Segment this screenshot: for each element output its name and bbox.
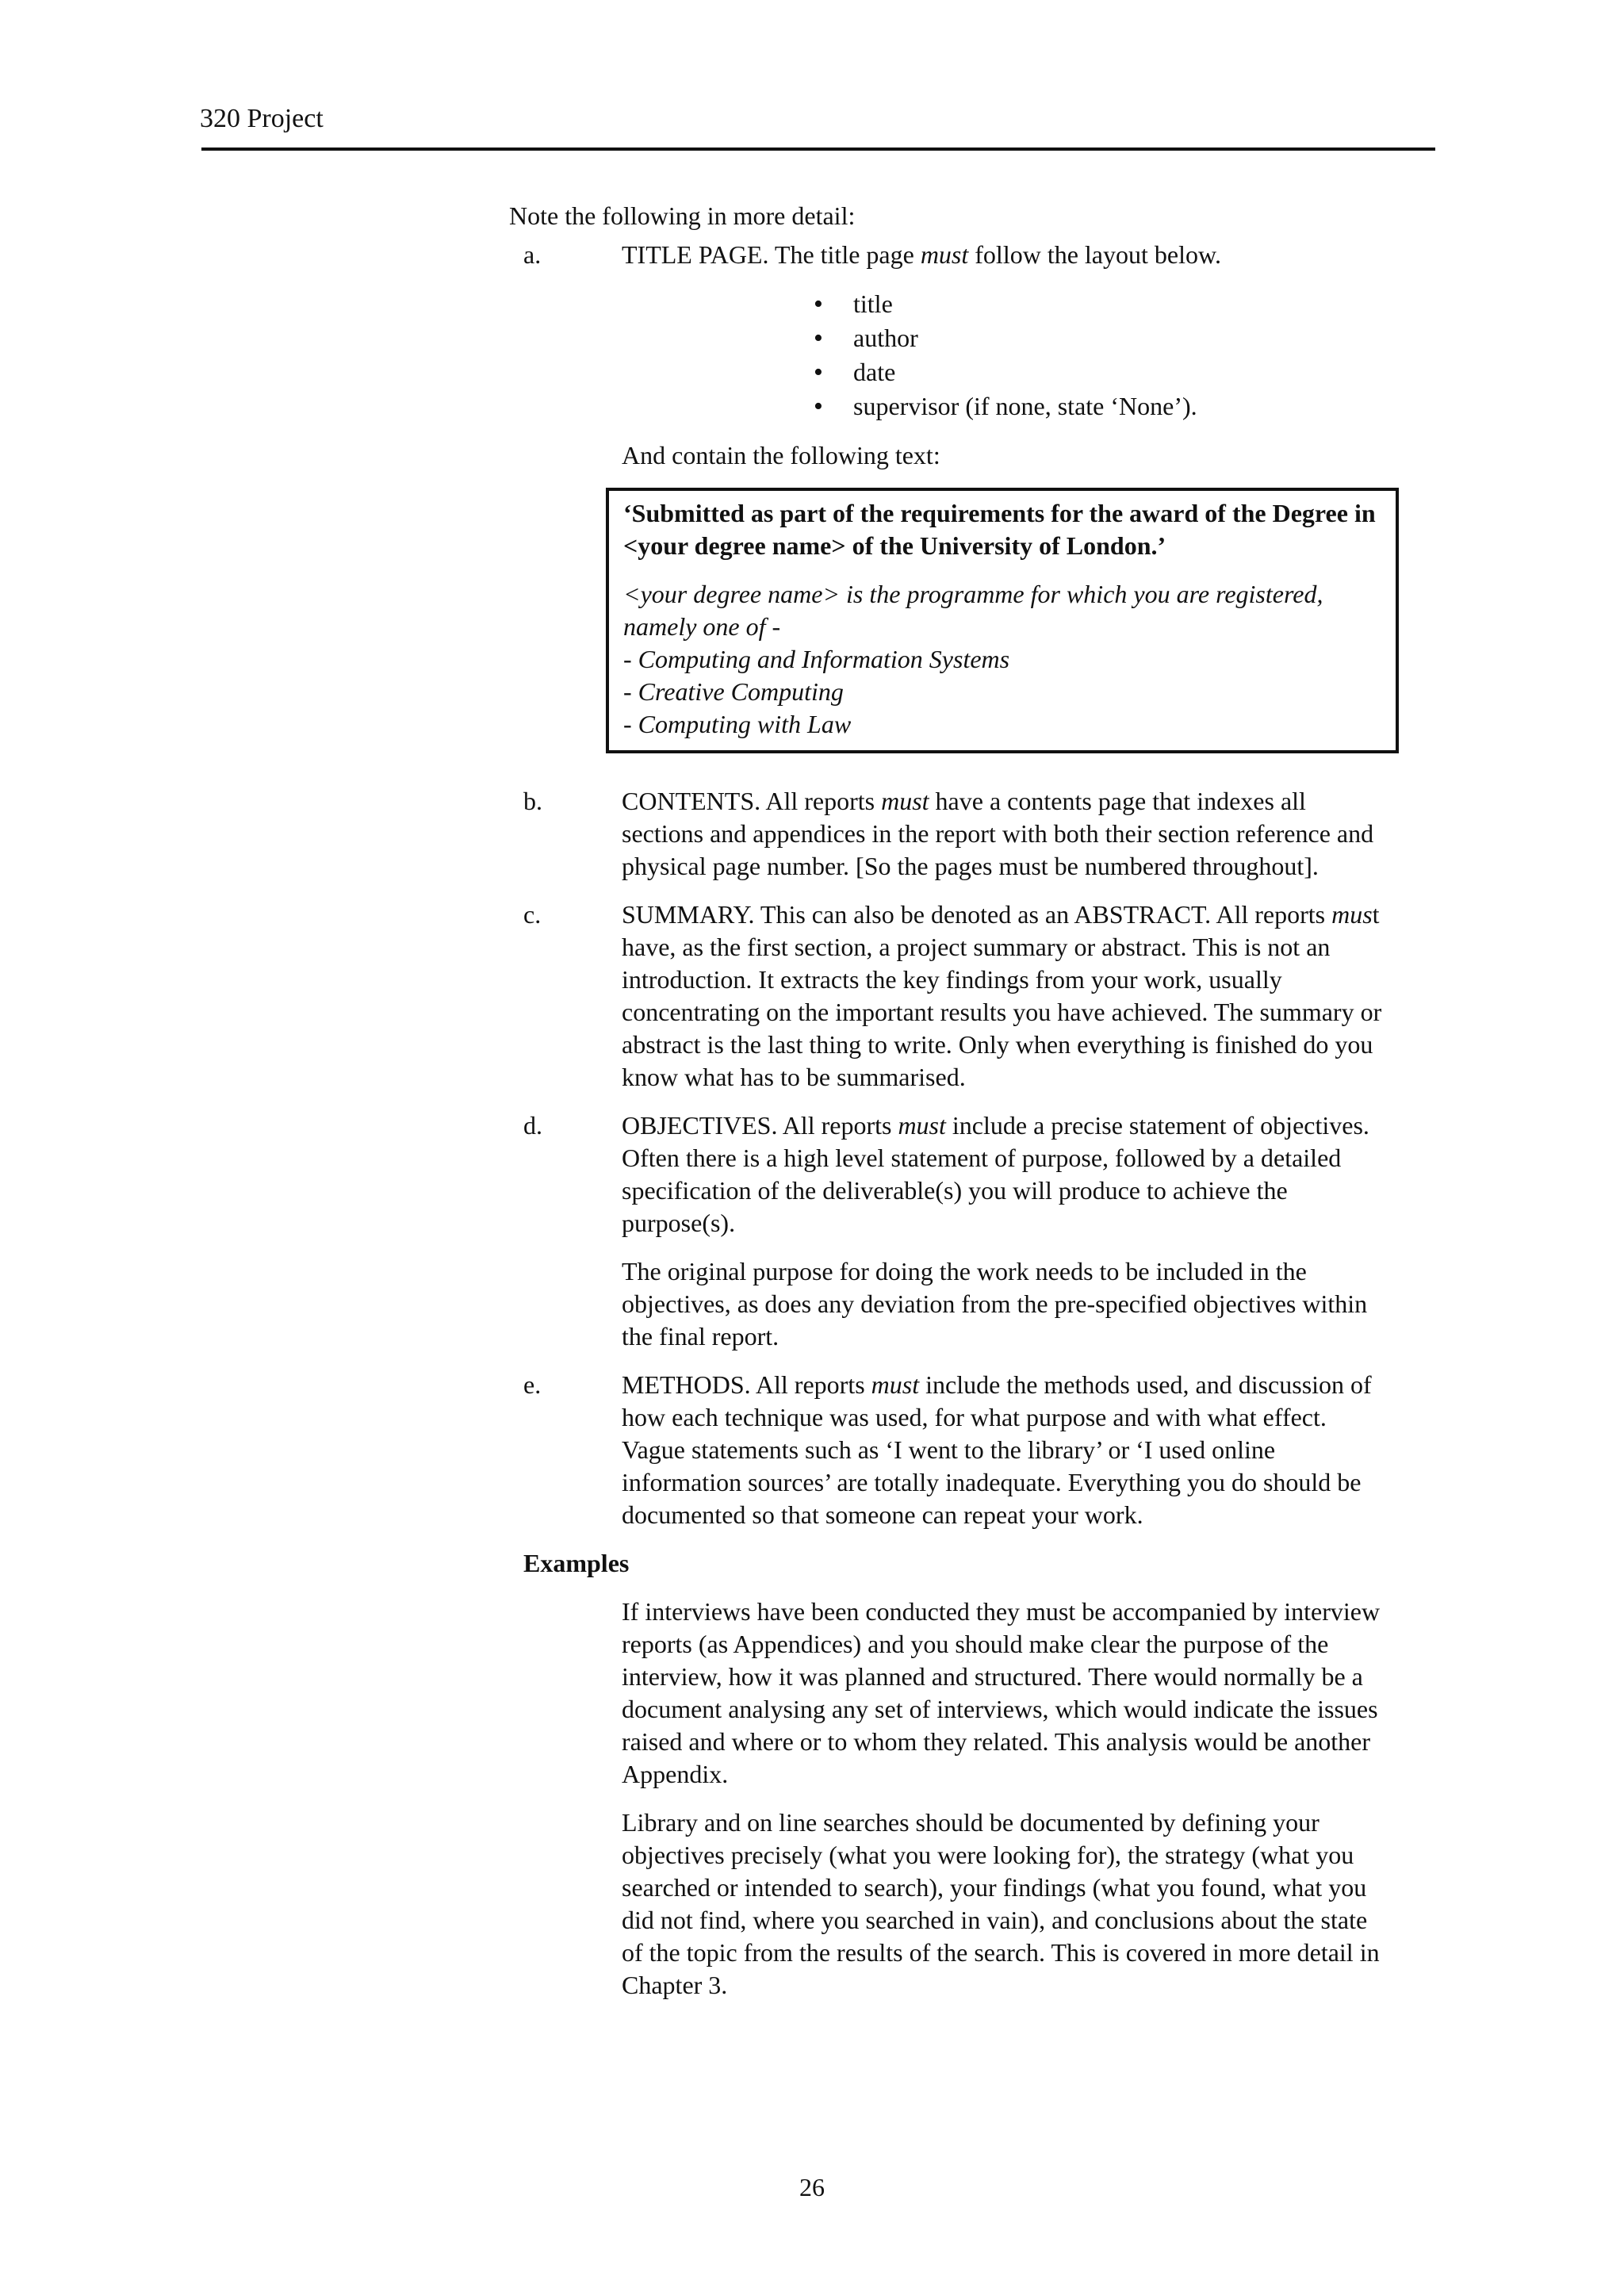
intro-text: Note the following in more detail: <box>509 201 856 230</box>
required-text-box <box>606 488 1399 753</box>
list-item-body <box>622 898 1385 1094</box>
degree-note-line: namely one of - <box>623 612 781 641</box>
degree-note-line: - Creative Computing <box>623 677 844 706</box>
title-page-text: TITLE PAGE. The title page must follow the layout below. <box>622 240 1222 269</box>
examples-heading: Examples <box>523 1549 630 1577</box>
list-item-c <box>509 898 1397 1094</box>
title-page-bullets <box>622 287 1385 423</box>
degree-note-line: - Computing and Information Systems <box>623 645 1010 673</box>
degree-note-line: - Computing with Law <box>623 710 852 738</box>
examples-paragraph: If interviews have been conducted they must be accompanied by interview reports (as Appendices) and you should make clear the purpose of the interview, how it was planned and structured. There would normally be a document analysing any set of interviews, which would indicate the issues raised and where or to whom they related. This analysis would be another Appendix. <box>622 1597 1381 1788</box>
header-rule <box>201 148 1435 151</box>
examples-body <box>622 1596 1385 2002</box>
list-item-a <box>509 239 1397 769</box>
objectives-text: OBJECTIVES. All reports must include a precise statement of objectives. Often there is a high level statement of purpose, followed by a detailed specification of the deliverable(s) you will produce to achieve the purpose(s). <box>622 1111 1369 1237</box>
bullet-item: • supervisor (if none, state ‘None’). <box>853 389 1385 423</box>
bullet-item: • title <box>853 287 1385 321</box>
list-item-body <box>622 1369 1385 1531</box>
list-item-body <box>622 239 1385 769</box>
page-content <box>509 200 1397 2002</box>
examples-paragraph: Library and on line searches should be documented by defining your objectives precisely (what you were looking for), the strategy (what you searched or intended to search), your findings (what you found, what you did not find, where you searched in vain), and conclusions about the state of the topic from the results of the search. This is covered in more detail in Chapter 3. <box>622 1808 1380 1999</box>
degree-name-note <box>623 578 1381 741</box>
required-text-statement: ‘Submitted as part of the requirements for the award of the Degree in <your degree name> of the University of London.’ <box>623 499 1376 560</box>
list-item-letter: b. <box>523 787 542 815</box>
list-item-body <box>622 1109 1385 1353</box>
list-item-b <box>509 785 1397 883</box>
page-number: 26 <box>799 2173 825 2201</box>
contain-text: And contain the following text: <box>622 441 940 469</box>
bullet-item: • author <box>853 321 1385 355</box>
list-item-letter: e. <box>523 1370 542 1399</box>
list-item-d <box>509 1109 1397 1353</box>
objectives-extra-text: The original purpose for doing the work needs to be included in the objectives, as does any deviation from the pre-specified objectives within the final report. <box>622 1257 1368 1351</box>
methods-text: METHODS. All reports must include the methods used, and discussion of how each technique was used, for what purpose and with what effect. Vague statements such as ‘I went to the library’ or ‘I used online information sources’ are totally inadequate. Everything you do should be documented so that someone can repeat your work. <box>622 1370 1372 1529</box>
contents-text: CONTENTS. All reports must have a contents page that indexes all sections and appendices in the report with both their section reference and physical page number. [So the pages must be numbered throughout]. <box>622 787 1374 880</box>
degree-note-line: <your degree name> is the programme for which you are registered, <box>623 580 1323 608</box>
running-header: 320 Project <box>200 104 324 133</box>
list-item-letter: d. <box>523 1111 542 1140</box>
list-item-letter: c. <box>523 900 542 929</box>
list-item-e <box>509 1369 1397 1531</box>
summary-text: SUMMARY. This can also be denoted as an ABSTRACT. All reports must have, as the first section, a project summary or abstract. This is not an introduction. It extracts the key findings from your work, usually concentrating on the important results you have achieved. The summary or abstract is the last thing to write. Only when everything is finished do you know what has to be summarised. <box>622 900 1382 1091</box>
bullet-item: • date <box>853 355 1385 389</box>
list-item-letter: a. <box>523 240 542 269</box>
list-item-body <box>622 785 1385 883</box>
